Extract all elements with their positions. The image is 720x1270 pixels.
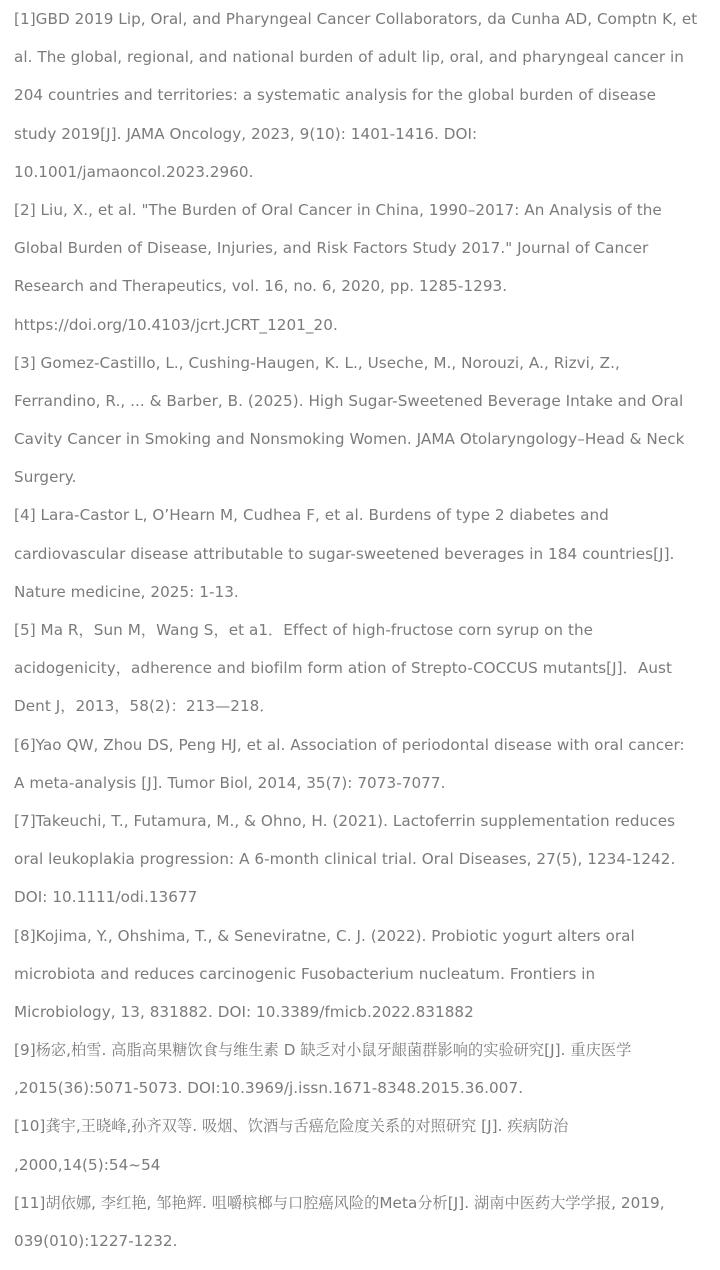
reference-line: oral leukoplakia progression: A 6-month clinical trial. Oral Diseases, 27(5), 1234-1242. <box>14 850 676 869</box>
reference-line: [4] Lara-Castor L, O’Hearn M, Cudhea F, et al. Burdens of type 2 diabetes and <box>14 506 609 525</box>
reference-line: 204 countries and territories: a systematic analysis for the global burden of disease <box>14 86 656 105</box>
reference-line: Microbiology, 13, 831882. DOI: 10.3389/fmicb.2022.831882 <box>14 1002 474 1021</box>
reference-line: [5] Ma R，Sun M，Wang S，et a1．Effect of high-fructose corn syrup on the <box>14 621 594 639</box>
reference-line: Surgery. <box>14 468 77 487</box>
reference-item-5 <box>14 611 714 726</box>
reference-item-10 <box>14 1107 714 1183</box>
reference-doi-link[interactable]: https://doi.org/10.4103/jcrt.JCRT_1201_20. <box>14 315 338 334</box>
reference-line: Cavity Cancer in Smoking and Nonsmoking Women. JAMA Otolaryngology–Head & Neck <box>14 430 685 449</box>
reference-item-7 <box>14 802 714 917</box>
reference-line: [8]Kojima, Y., Ohshima, T., & Seneviratne, C. J. (2022). Probiotic yogurt alters oral <box>14 926 635 945</box>
reference-item-2 <box>14 191 714 344</box>
reference-line: 039(010):1227-1232. <box>14 1232 178 1250</box>
reference-line: acidogenicity，adherence and biofilm form ation of Strepto-COCCUS mutants[J]．Aust <box>14 659 672 678</box>
reference-line: Global Burden of Disease, Injuries, and Risk Factors Study 2017." Journal of Cancer <box>14 239 649 258</box>
reference-line: [9]杨宓,柏雪. 高脂高果糖饮食与维生素 D 缺乏对小鼠牙龈菌群影响的实验研究[J]. 重庆医学 <box>14 1041 632 1060</box>
reference-item-4 <box>14 496 714 611</box>
reference-item-6 <box>14 726 714 802</box>
reference-line: 10.1001/jamaoncol.2023.2960. <box>14 162 254 181</box>
reference-item-1 <box>14 0 714 191</box>
reference-line: microbiota and reduces carcinogenic Fusobacterium nucleatum. Frontiers in <box>14 964 596 983</box>
reference-item-11 <box>14 1184 714 1260</box>
reference-line: Ferrandino, R., ... & Barber, B. (2025). High Sugar-Sweetened Beverage Intake and Oral <box>14 391 684 410</box>
reference-line: al. The global, regional, and national burden of adult lip, oral, and pharyngeal cancer in <box>14 48 684 67</box>
reference-item-3 <box>14 344 714 497</box>
reference-line: Research and Therapeutics, vol. 16, no. 6, 2020, pp. 1285-1293. <box>14 277 508 296</box>
reference-line: [11]胡依娜, 李红艳, 邹艳辉. 咀嚼槟榔与口腔癌风险的Meta分析[J]. 湖南中医药大学学报, 2019, <box>14 1193 665 1212</box>
reference-line: Dent J，2013，58(2)：213—218． <box>14 697 275 716</box>
reference-line: ,2015(36):5071-5073. DOI:10.3969/j.issn.1671-8348.2015.36.007. <box>14 1079 524 1098</box>
reference-line: [3] Gomez-Castillo, L., Cushing-Haugen, K. L., Useche, M., Norouzi, A., Rizvi, Z., <box>14 353 620 372</box>
reference-line: A meta-analysis [J]. Tumor Biol, 2014, 35(7): 7073-7077. <box>14 773 446 792</box>
reference-list <box>14 0 714 1260</box>
reference-line: [2] Liu, X., et al. "The Burden of Oral Cancer in China, 1990–2017: An Analysis of the <box>14 200 662 219</box>
reference-item-9 <box>14 1031 714 1107</box>
reference-line: ,2000,14(5):54~54 <box>14 1155 161 1174</box>
reference-line: [10]龚宇,王晓峰,孙齐双等. 吸烟、饮酒与舌癌危险度关系的对照研究 [J]. 疾病防治 <box>14 1117 569 1136</box>
reference-line: [6]Yao QW, Zhou DS, Peng HJ, et al. Association of periodontal disease with oral cancer: <box>14 735 685 754</box>
reference-item-8 <box>14 917 714 1032</box>
reference-line: study 2019[J]. JAMA Oncology, 2023, 9(10): 1401-1416. DOI: <box>14 124 478 143</box>
reference-line: [7]Takeuchi, T., Futamura, M., & Ohno, H. (2021). Lactoferrin supplementation reduces <box>14 811 676 830</box>
reference-line: [1]GBD 2019 Lip, Oral, and Pharyngeal Cancer Collaborators, da Cunha AD, Comptn K, et <box>14 10 698 28</box>
reference-line: DOI: 10.1111/odi.13677 <box>14 888 198 907</box>
reference-line: cardiovascular disease attributable to sugar-sweetened beverages in 184 countries[J]. <box>14 544 675 563</box>
reference-line: Nature medicine, 2025: 1-13. <box>14 582 239 601</box>
